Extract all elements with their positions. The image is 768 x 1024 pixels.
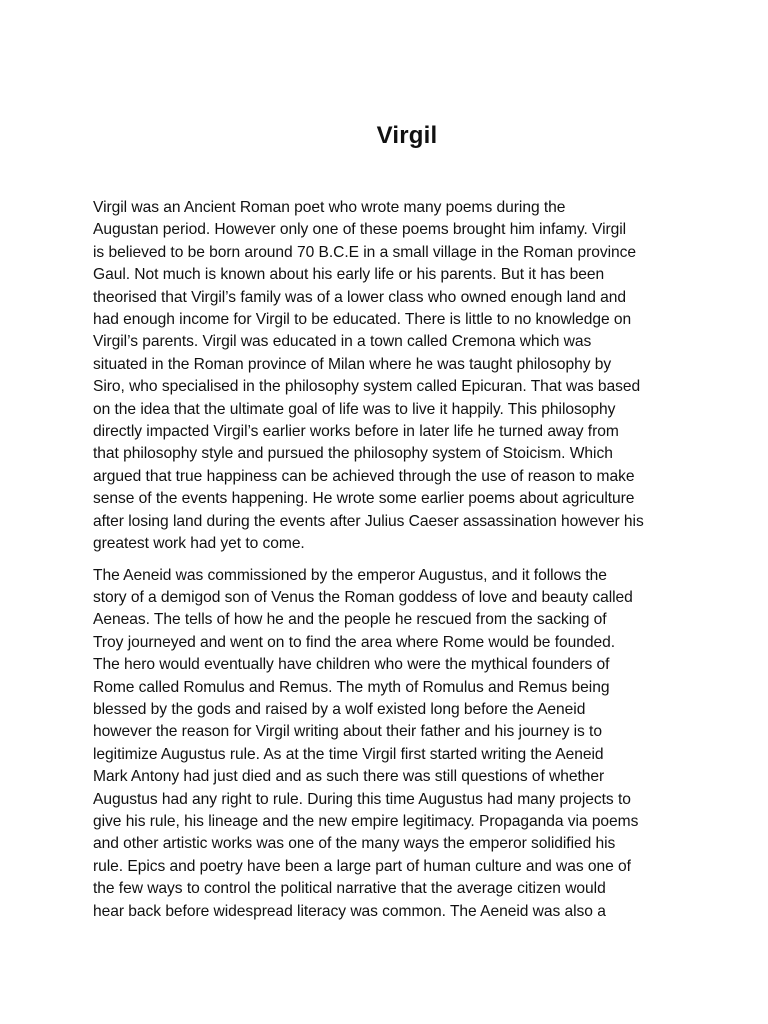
text-line: and other artistic works was one of the many ways the emperor solidified his <box>93 835 616 853</box>
text-line: is believed to be born around 70 B.C.E in a small village in the Roman province <box>93 243 637 261</box>
text-line: story of a demigod son of Venus the Roman goddess of love and beauty called <box>93 588 633 606</box>
text-line: however the reason for Virgil writing about their father and his journey is to <box>93 723 602 741</box>
text-line: rule. Epics and poetry have been a large part of human culture and was one of <box>93 857 631 875</box>
text-line: give his rule, his lineage and the new empire legitimacy. Propaganda via poems <box>93 812 639 830</box>
paragraph-1 <box>93 197 677 556</box>
text-line: The hero would eventually have children who were the mythical founders of <box>93 656 610 674</box>
text-line: Siro, who specialised in the philosophy system called Epicuran. That was based <box>93 378 641 396</box>
text-line: blessed by the gods and raised by a wolf existed long before the Aeneid <box>93 700 586 718</box>
text-line: on the idea that the ultimate goal of life was to live it happily. This philosophy <box>93 400 616 418</box>
text-line: after losing land during the events after Julius Caeser assassination however his <box>93 512 644 530</box>
text-line: legitimize Augustus rule. As at the time Virgil first started writing the Aeneid <box>93 745 604 763</box>
text-line: Gaul. Not much is known about his early life or his parents. But it has been <box>93 266 605 284</box>
text-line: Aeneas. The tells of how he and the people he rescued from the sacking of <box>93 611 607 629</box>
document-body <box>93 197 677 932</box>
text-line: the few ways to control the political narrative that the average citizen would <box>93 880 606 898</box>
text-line: had enough income for Virgil to be educated. There is little to no knowledge on <box>93 311 632 329</box>
page-title: Virgil <box>376 122 438 149</box>
text-line: Mark Antony had just died and as such there was still questions of whether <box>93 768 605 786</box>
text-line: argued that true happiness can be achieved through the use of reason to make <box>93 467 635 485</box>
text-line: Augustus had any right to rule. During this time Augustus had many projects to <box>93 790 631 808</box>
text-line: situated in the Roman province of Milan where he was taught philosophy by <box>93 355 612 373</box>
text-line: directly impacted Virgil’s earlier works before in later life he turned away from <box>93 423 619 441</box>
text-line: Troy journeyed and went on to find the area where Rome would be founded. <box>93 633 616 651</box>
text-line: greatest work had yet to come. <box>93 535 305 553</box>
text-line: Virgil’s parents. Virgil was educated in a town called Cremona which was <box>93 333 592 351</box>
text-line: that philosophy style and pursued the philosophy system of Stoicism. Which <box>93 445 613 463</box>
text-line: Rome called Romulus and Remus. The myth of Romulus and Remus being <box>93 678 610 696</box>
text-line: Virgil was an Ancient Roman poet who wrote many poems during the <box>93 199 566 216</box>
text-line: hear back before widespread literacy was common. The Aeneid was also a <box>93 902 606 920</box>
paragraph-2 <box>93 565 677 924</box>
text-line: Augustan period. However only one of these poems brought him infamy. Virgil <box>93 221 627 239</box>
text-line: sense of the events happening. He wrote some earlier poems about agriculture <box>93 490 635 508</box>
text-line: theorised that Virgil’s family was of a lower class who owned enough land and <box>93 288 627 306</box>
text-line: The Aeneid was commissioned by the emperor Augustus, and it follows the <box>93 566 607 584</box>
